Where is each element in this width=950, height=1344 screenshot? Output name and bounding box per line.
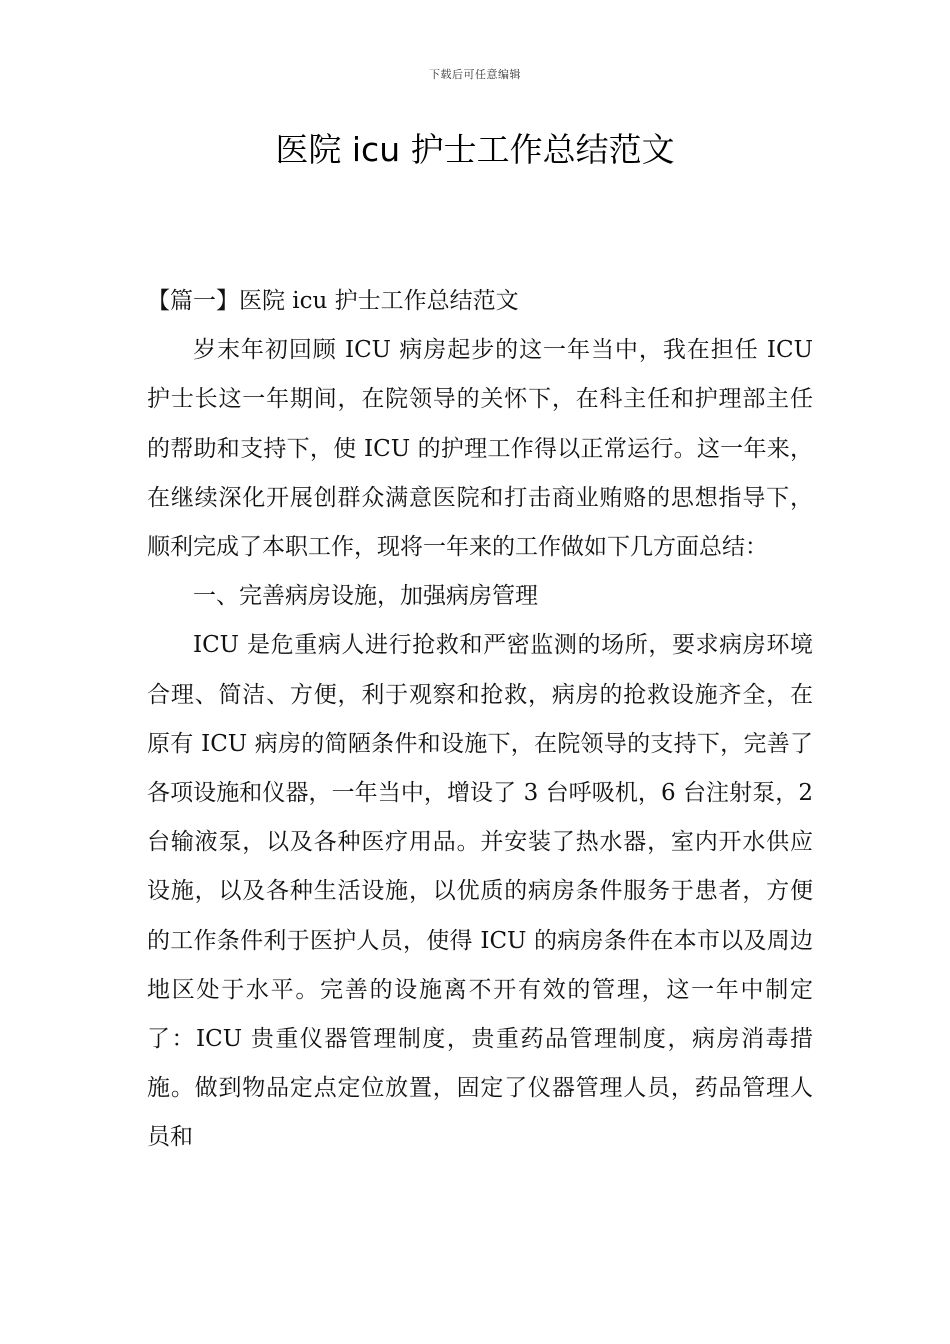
header-note: 下载后可任意编辑: [429, 68, 521, 81]
body-paragraph: 岁末年初回顾 ICU 病房起步的这一年当中，我在担任 ICU 护士长这一年期间，在院领导的关怀下，在科主任和护理部主任的帮助和支持下，使 ICU 的护理工作得以正常运行。这一年来，在继续深化开展创群众满意医院和打击商业贿赂的思想指导下，顺利完成了本职工作，现将一年来的工作做如下几方面总结：: [147, 337, 813, 561]
body-paragraph: ICU 是危重病人进行抢救和严密监测的场所，要求病房环境合理、简洁、方便，利于观察和抢救，病房的抢救设施齐全，在原有 ICU 病房的简陋条件和设施下，在院领导的支持下，完善了各项设施和仪器，一年当中，增设了 3 台呼吸机，6 台注射泵，2 台输液泵，以及各种医疗用品。并安装了热水器，室内开水供应设施，以及各种生活设施，以优质的病房条件服务于患者，方便的工作条件利于医护人员，使得 ICU 的病房条件在本市以及周边地区处于水平。完善的设施离不开有效的管理，这一年中制定了：ICU 贵重仪器管理制度，贵重药品管理制度，病房消毒措施。做到物品定点定位放置，固定了仪器管理人员，药品管理人员和: [147, 632, 813, 1151]
document-body: [147, 277, 813, 1163]
document-title: 医院 icu 护士工作总结范文: [275, 130, 675, 169]
subsection-heading: 一、完善病房设施，加强病房管理: [193, 583, 538, 610]
section-heading: 【篇一】医院 icu 护士工作总结范文: [147, 288, 519, 314]
